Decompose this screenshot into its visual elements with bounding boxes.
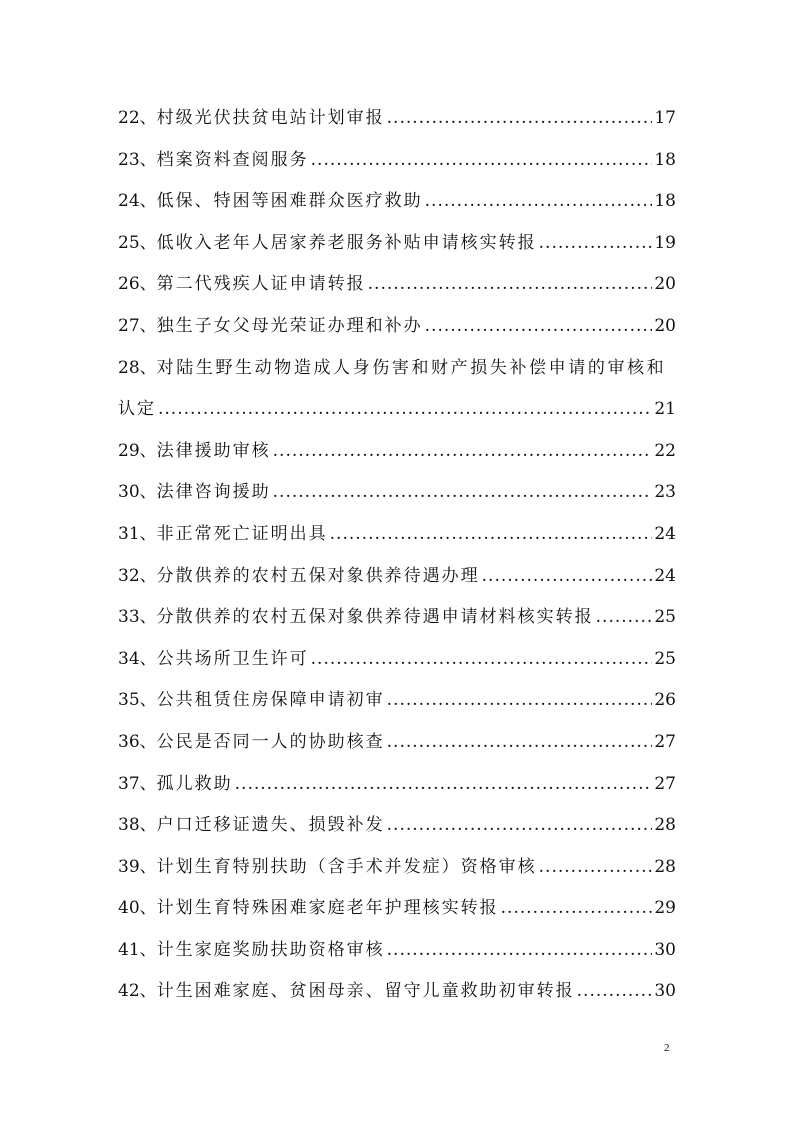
toc-dot-leader [482,556,653,598]
toc-entry-number: 40、 [118,898,157,919]
toc-entry-23[interactable] [118,140,676,182]
toc-entry-41[interactable] [118,930,676,972]
toc-dot-leader [158,389,652,431]
toc-entry-22[interactable] [118,98,676,140]
toc-entry-title: 分散供养的农村五保对象供养待遇办理 [156,565,480,586]
toc-entry-title: 公民是否同一人的协助核查 [156,731,385,752]
toc-dot-leader [501,888,653,930]
toc-entry-27[interactable] [118,306,676,348]
toc-entry-title: 计划生育特别扶助（含手术并发症）资格审核 [156,856,537,877]
toc-entry-title: 档案资料查阅服务 [156,149,309,170]
toc-entry-28-line2[interactable] [118,389,676,431]
toc-entry-29[interactable] [118,431,676,473]
toc-dot-leader [311,140,653,182]
toc-entry-number: 26、 [118,274,157,295]
toc-entry-title: 对陆生野生动物造成人身伤害和财产损失补偿申请的审核和 [156,357,667,378]
toc-entry-page: 26 [654,690,676,711]
toc-dot-leader [273,472,653,514]
toc-entry-28-line1[interactable] [118,348,676,390]
toc-entry-title: 孤儿救助 [156,773,233,794]
toc-entry-40[interactable] [118,888,676,930]
toc-dot-leader [539,847,653,889]
toc-dot-leader [387,98,653,140]
toc-entry-title: 户口迁移证遗失、损毁补发 [156,815,385,836]
toc-entry-25[interactable] [118,223,676,265]
toc-entry-number: 32、 [118,565,157,586]
toc-entry-title: 法律咨询援助 [156,482,271,503]
toc-entry-page: 20 [654,274,676,295]
toc-entry-number: 29、 [118,440,157,461]
toc-entry-title: 村级光伏扶贫电站计划审报 [156,108,385,128]
toc-entry-number: 22、 [118,108,157,128]
toc-entry-32[interactable] [118,556,676,598]
toc-dot-leader [596,597,653,639]
page-number: 2 [664,1042,670,1054]
toc-entry-34[interactable] [118,639,676,681]
toc-entry-number: 34、 [118,648,157,669]
toc-entry-page: 30 [654,939,676,960]
toc-entry-title: 计生困难家庭、贫困母亲、留守儿童救助初审转报 [156,981,575,1002]
toc-entry-number: 38、 [118,815,157,836]
toc-entry-page: 28 [654,856,676,877]
toc-dot-leader [387,805,653,847]
toc-dot-leader [387,930,653,972]
toc-entry-31[interactable] [118,514,676,556]
toc-entry-page: 23 [654,482,676,503]
toc-entry-page: 18 [654,149,676,170]
toc-entry-42[interactable] [118,971,676,1013]
toc-entry-33[interactable] [118,597,676,639]
toc-entry-35[interactable] [118,680,676,722]
toc-entry-number: 33、 [118,607,157,628]
toc-entry-number: 30、 [118,482,157,503]
toc-entry-37[interactable] [118,764,676,806]
toc-entry-title: 计划生育特殊困难家庭老年护理核实转报 [156,898,499,919]
toc-entry-number: 39、 [118,856,157,877]
toc-entry-number: 28、 [118,357,157,378]
toc-dot-leader [539,223,653,265]
toc-entry-number: 24、 [118,191,157,212]
toc-entry-number: 27、 [118,315,157,336]
toc-entry-page: 25 [654,607,676,628]
toc-entry-30[interactable] [118,472,676,514]
toc-entry-title-continued: 认定 [118,399,156,420]
toc-entry-number: 31、 [118,523,157,544]
toc-dot-leader [425,306,653,348]
toc-entry-page: 28 [654,815,676,836]
toc-entry-page: 19 [654,232,676,253]
toc-entry-number: 41、 [118,939,157,960]
toc-entry-number: 23、 [118,149,157,170]
table-of-contents [118,98,676,1013]
toc-entry-number: 36、 [118,731,157,752]
toc-entry-page: 29 [654,898,676,919]
toc-entry-title: 计生家庭奖励扶助资格审核 [156,939,385,960]
toc-dot-leader [425,181,653,223]
toc-entry-39[interactable] [118,847,676,889]
toc-entry-page: 27 [654,731,676,752]
toc-entry-number: 35、 [118,690,157,711]
toc-dot-leader [273,431,653,473]
toc-entry-title: 分散供养的农村五保对象供养待遇申请材料核实转报 [156,607,594,628]
toc-entry-page: 27 [654,773,676,794]
toc-entry-title: 第二代残疾人证申请转报 [156,274,366,295]
toc-entry-title: 非正常死亡证明出具 [156,523,328,544]
toc-dot-leader [387,680,653,722]
toc-dot-leader [311,639,653,681]
toc-dot-leader [330,514,653,556]
toc-entry-36[interactable] [118,722,676,764]
toc-entry-page: 21 [654,399,676,420]
toc-entry-title: 低保、特困等困难群众医疗救助 [156,191,423,212]
toc-entry-page: 17 [654,108,676,128]
toc-entry-title: 法律援助审核 [156,440,271,461]
toc-entry-page: 25 [654,648,676,669]
toc-entry-number: 42、 [118,981,157,1002]
toc-entry-page: 18 [654,191,676,212]
toc-entry-24[interactable] [118,181,676,223]
toc-entry-page: 30 [654,981,676,1002]
toc-entry-number: 25、 [118,232,157,253]
toc-entry-26[interactable] [118,264,676,306]
toc-dot-leader [235,764,653,806]
toc-entry-page: 20 [654,315,676,336]
toc-dot-leader [387,722,653,764]
toc-dot-leader [577,971,653,1013]
toc-entry-38[interactable] [118,805,676,847]
toc-entry-number: 37、 [118,773,157,794]
toc-entry-title: 公共租赁住房保障申请初审 [156,690,385,711]
toc-entry-title: 公共场所卫生许可 [156,648,309,669]
toc-entry-page: 24 [654,523,676,544]
toc-entry-title: 低收入老年人居家养老服务补贴申请核实转报 [156,232,537,253]
toc-entry-page: 24 [654,565,676,586]
toc-entry-page: 22 [654,440,676,461]
toc-entry-title: 独生子女父母光荣证办理和补办 [156,315,423,336]
toc-dot-leader [368,264,653,306]
